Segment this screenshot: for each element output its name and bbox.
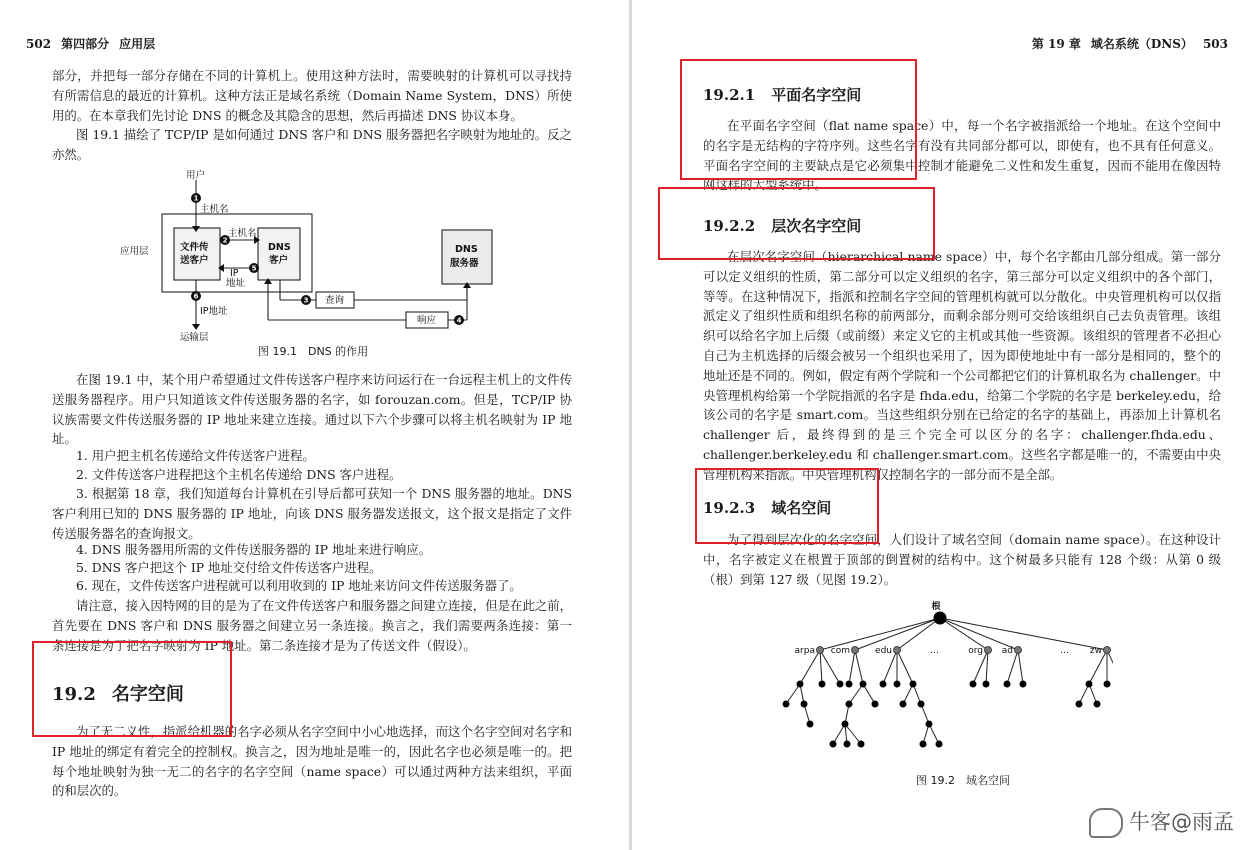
figure-19-2-caption: 图 19.2 域名空间 <box>916 774 1010 787</box>
tld-label: arpa <box>794 646 815 656</box>
step-3-label: 3 <box>303 296 309 305</box>
tld-label: ad <box>1001 646 1013 656</box>
host-name-label: 主机名 <box>200 204 229 215</box>
paragraph: 1. 用户把主机名传递给文件传送客户进程。 <box>76 448 315 463</box>
root-label: 根 <box>931 602 941 612</box>
tld-label: com <box>830 646 850 656</box>
section-number: 19.2.1 <box>703 86 756 104</box>
part-title: 应用层 <box>119 37 156 51</box>
dns-server-line1: DNS <box>455 244 478 255</box>
ft-client-line2: 送客户 <box>180 255 209 266</box>
dns-server-box <box>442 230 492 284</box>
address-label: 地址 <box>226 278 246 289</box>
figure-19-1-caption: 图 19.1 DNS 的作用 <box>258 345 369 358</box>
left-page-number: 502 <box>26 37 52 51</box>
response-label: 响应 <box>417 315 437 326</box>
step-6-label: 6 <box>193 292 199 301</box>
paragraph: 3. 根据第 18 章，我们知道每台计算机在引导后都可获知一个 DNS 服务器的地址。DNS 客户利用已知的 DNS 服务器的 IP 地址，向该 DNS 服务器发送报文，这个报文是指定了文件传送服务器名的查询报文。 <box>52 486 572 541</box>
tld-label: … <box>1060 646 1069 656</box>
paragraph: 4. DNS 服务器用所需的文件传送服务器的 IP 地址来进行响应。 <box>76 542 432 557</box>
paragraph: 为了无二义性，指派给机器的名字必须从名字空间中小心地选择，而这个名字空间对名字和 IP 地址的绑定有着完全的控制权。换言之，因为地址是唯一的，因此名字也必须是唯一的。把每个地址映射为独一无二的名字的名字空间（name space）可以通过两种方法来组织，平面的和层次的。 <box>52 724 572 799</box>
paragraph: 在平面名字空间（flat name space）中，每一个名字被指派给一个地址。在这个空间中的名字是无结构的字符序列。这些名字有没有共同部分都可以，即使有，也不具有任何意义。平面名字空间的主要缺点是它必须集中控制才能避免二义性和发生重复，因而不能用在像因特网这样的大型系统中。 <box>703 118 1221 193</box>
tld-label: zw <box>1089 646 1102 656</box>
paragraph: 2. 文件传送客户进程把这个主机名传递给 DNS 客户进程。 <box>76 467 402 482</box>
application-layer-label: 应用层 <box>120 246 149 257</box>
section-title: 平面名字空间 <box>771 86 862 104</box>
part-label: 第四部分 <box>61 37 110 51</box>
highlight-box <box>695 468 879 544</box>
ip-label: IP <box>230 268 239 279</box>
paragraph: 6. 现在，文件传送客户进程就可以利用收到的 IP 地址来访问文件传送服务器了。 <box>76 578 522 593</box>
host-name-arrow-label: 主机名 <box>228 228 257 239</box>
paragraph: 请注意，接入因特网的目的是为了在文件传送客户和服务器之间建立连接，但是在此之前，首先要在 DNS 客户和 DNS 服务器之间建立另一条连接。换言之，我们需要两条连接：第一条连接是为了把名字映射为 IP 地址。第二条连接才是为了传送文件（假设）。 <box>52 598 572 653</box>
section-title: 域名空间 <box>771 499 832 517</box>
query-label: 查询 <box>325 295 345 306</box>
ft-client-line1: 文件传 <box>180 242 209 253</box>
highlight-box <box>680 59 917 180</box>
highlight-box <box>658 187 935 260</box>
user-label: 用户 <box>186 170 206 181</box>
section-number: 19.2.2 <box>703 217 756 235</box>
paragraph: 图 19.1 描绘了 TCP/IP 是如何通过 DNS 客户和 DNS 服务器把名字映射为地址的。反之亦然。 <box>52 127 572 162</box>
chapter-title: 域名系统（DNS） <box>1090 37 1193 51</box>
tld-label: org <box>968 646 983 656</box>
chapter-label: 第 19 章 <box>1031 37 1081 51</box>
dns-server-line2: 服务器 <box>450 258 479 269</box>
section-number: 19.2 <box>52 684 96 705</box>
right-running-header <box>1032 35 1228 52</box>
step-4-label: 4 <box>456 316 462 325</box>
figure-19-2-tree <box>773 598 1113 774</box>
tld-label: edu <box>875 646 892 656</box>
paragraph: 在图 19.1 中，某个用户希望通过文件传送客户程序来访问运行在一台远程主机上的文件传送服务器程序。用户只知道该文件传送服务器的名字，如 forouzan.com。但是，TCP/IP 协议族需要文件传送服务器的 IP 地址来建立连接。通过以下六个步骤可以将主机名映射为 IP 地址。 <box>52 372 572 447</box>
dns-client-line2: 客户 <box>269 255 289 266</box>
ip-address-label: IP地址 <box>200 306 228 317</box>
paragraph: 部分，并把每一部分存储在不同的计算机上。使用这种方法时，需要映射的计算机可以寻找持有所需信息的最近的计算机。这种方法正是域名系统（Domain Name System，DNS）所使用的。在本章我们先讨论 DNS 的概念及其隐含的思想，然后再描述 DNS 协议本身。 <box>52 68 572 123</box>
highlight-box <box>32 641 232 737</box>
file-transfer-client-box <box>174 228 220 280</box>
dns-client-line1: DNS <box>268 242 291 253</box>
watermark <box>1089 806 1234 838</box>
dns-client-box <box>258 228 300 280</box>
paragraph: 5. DNS 客户把这个 IP 地址交付给文件传送客户进程。 <box>76 560 382 575</box>
step-2-label: 2 <box>222 236 228 245</box>
section-title: 层次名字空间 <box>771 217 862 235</box>
step-5-label: 5 <box>251 264 257 273</box>
section-title: 名字空间 <box>111 684 184 705</box>
paragraph: 为了得到层次化的名字空间，人们设计了域名空间（domain name space）。在这种设计中，名字被定义在根置于顶部的倒置树的结构中。这个树最多只能有 128 个级：从第 0 级（根）到第 127 级（见图 19.2）。 <box>703 532 1221 587</box>
right-page <box>633 0 1248 850</box>
transport-layer-label: 运输层 <box>180 332 209 342</box>
watermark-text: 牛客@雨孟 <box>1129 810 1234 834</box>
root-node <box>934 612 947 625</box>
chat-bubble-icon <box>1089 808 1123 838</box>
page-gutter <box>629 0 632 850</box>
tld-label: … <box>930 646 939 656</box>
leaf-nodes <box>783 681 1114 748</box>
paragraph: 在层次名字空间（hierarchical name space）中，每个名字都由几部分组成。第一部分可以定义组织的性质，第二部分可以定义组织的名字，第三部分可以定义组织中的各个部门，等等。在这种情况下，指派和控制名字空间的管理机构就可以分散化。中央管理机构可以仅指派定义了组织性质和组织名称的前两部分，而剩余部分则可交给该组织自己去负责管理。该组织可以给名字加上后缀（或前缀）来定义它的主机或其他一些资源。该组织的管理者不必担心自己为主机选择的后缀会被另一个组织也采用了，因为即使地址中有一部分是相同的，整个的地址还是不同的。例如，假定有两个学院和一个公司都把它们的计算机取名为 challenger。中央管理机构给第一个学院指派的名字是 fhda.edu，给第二个学院的名字是 berkeley.edu，给该公司的名字是 smart.com。当这些组织分别在已给定的名字的基础上，再添加上计算机名 challenger 后，最终得到的是三个完全可以区分的名字：challenger.fhda.edu、challenger.berkeley.edu 和 challenger.smart.com。这些名字都是唯一的，不需要由中央管理机构来指派。中央管理机构仅控制名字的一部分而不是全部。 <box>703 249 1221 482</box>
right-page-number: 503 <box>1202 37 1228 51</box>
section-number: 19.2.3 <box>703 499 756 517</box>
figure-19-1-diagram <box>118 168 498 342</box>
left-running-header <box>26 35 155 52</box>
step-1-label: 1 <box>193 194 199 203</box>
